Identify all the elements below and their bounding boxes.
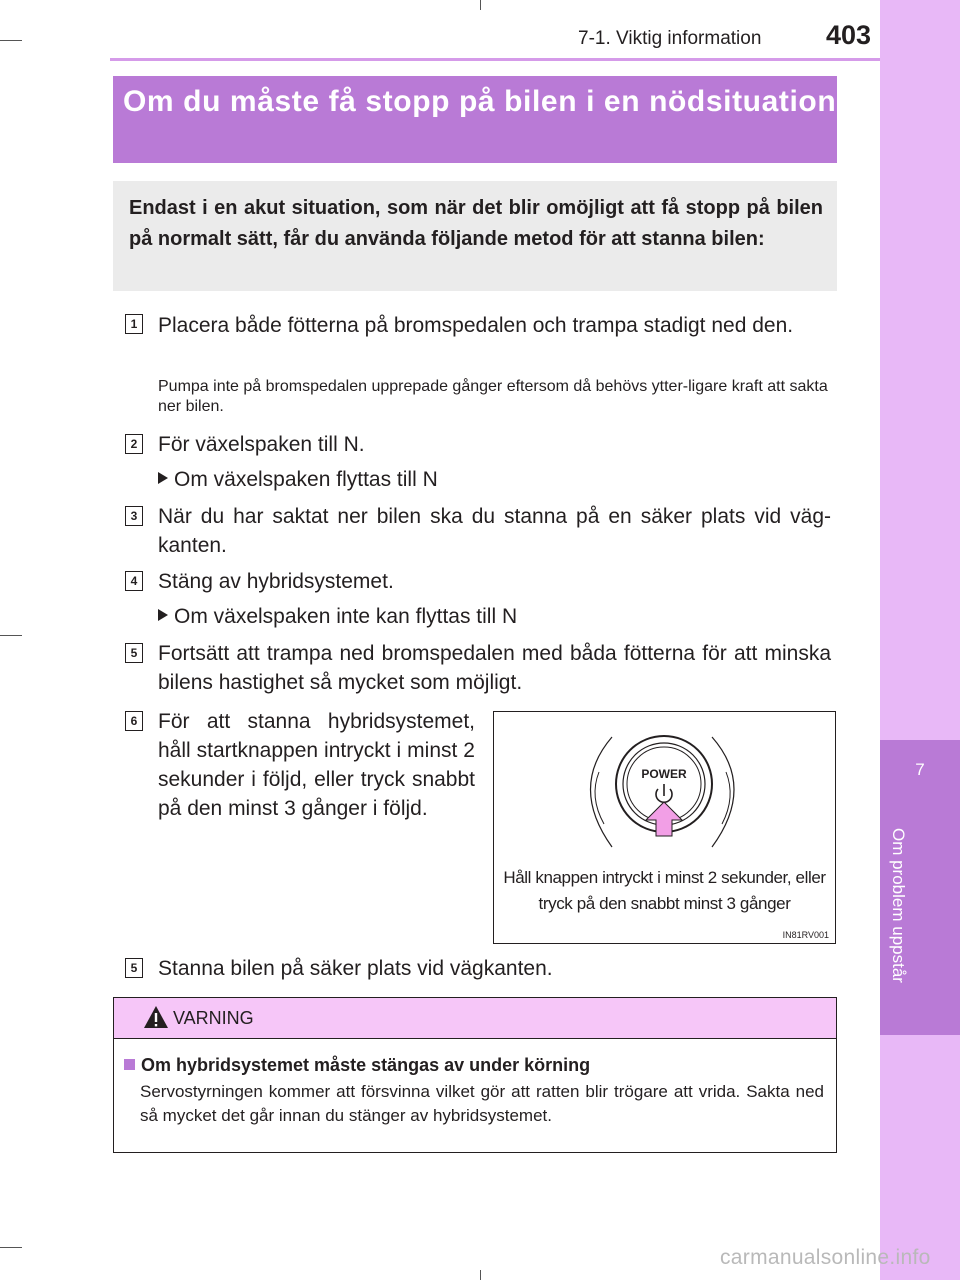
triangle-bullet-icon <box>158 609 168 621</box>
step-badge: 4 <box>125 571 143 591</box>
title-banner <box>113 76 837 163</box>
warning-title-text: Om hybridsystemet måste stängas av under körning <box>141 1055 591 1075</box>
power-button-figure <box>493 711 836 944</box>
step-badge: 6 <box>125 711 143 731</box>
triangle-bullet-icon <box>158 472 168 484</box>
warning-box <box>113 997 837 1153</box>
page-title: Om du måste få stopp på bilen i en nödsituation <box>123 85 837 118</box>
power-button-label: POWER <box>641 767 687 781</box>
figure-caption: Håll knappen intryckt i minst 2 sekunder, eller tryck på den snabbt minst 3 gånger <box>503 868 826 913</box>
crop-mark <box>480 0 481 10</box>
figure-code: IN81RV001 <box>782 930 829 940</box>
step-badge: 2 <box>125 434 143 454</box>
step-badge: 5 <box>125 643 143 663</box>
step-note: Pumpa inte på bromspedalen upprepade gånger eftersom då behövs ytter-ligare kraft att sakta ner bilen. <box>158 378 828 415</box>
step-text: För att stanna hybridsystemet, håll startknappen intryckt i minst 2 sekunder i följd, eller tryck snabbt på den minst 3 gånger i följd. <box>158 710 475 820</box>
condition-text: Om växelspaken inte kan flyttas till N <box>174 605 518 628</box>
warning-body: Servostyrningen kommer att försvinna vilket gör att ratten blir trögare att vrida. Sakta ned så mycket det går innan du stänger av hybridsystemet. <box>140 1082 824 1125</box>
step-text: Stanna bilen på säker plats vid vägkanten. <box>158 957 553 980</box>
power-button-icon <box>494 712 835 862</box>
warning-title <box>124 1055 590 1076</box>
step-badge: 3 <box>125 506 143 526</box>
warning-label: VARNING <box>173 1008 254 1028</box>
intro-box <box>113 181 837 291</box>
warning-triangle-icon <box>143 1005 169 1029</box>
step-badge: 5 <box>125 958 143 978</box>
step-text: Placera både fötterna på bromspedalen och trampa stadigt ned den. <box>158 314 794 337</box>
chapter-title: Om problem uppstår <box>889 828 908 983</box>
condition-bullet <box>158 465 438 494</box>
step-text: För växelspaken till N. <box>158 433 365 456</box>
intro-text: Endast i en akut situation, som när det blir omöjligt att få stopp på bilen på normalt sätt, får du använda följande metod för att stanna bilen: <box>129 197 823 250</box>
section-title: 7-1. Viktig information <box>578 28 762 49</box>
chapter-number: 7 <box>915 760 925 779</box>
header-rule <box>110 58 880 61</box>
crop-mark <box>480 1270 481 1280</box>
crop-mark <box>0 635 22 636</box>
step-badge: 1 <box>125 314 143 334</box>
condition-text: Om växelspaken flyttas till N <box>174 468 438 491</box>
step-text: Fortsätt att trampa ned bromspedalen med båda fötterna för att minska bilens hastighet så mycket som möjligt. <box>158 642 831 694</box>
chapter-side-tab <box>880 0 960 1280</box>
step-text: När du har saktat ner bilen ska du stanna på en säker plats vid väg-kanten. <box>158 505 831 557</box>
step-text: Stäng av hybridsystemet. <box>158 570 394 593</box>
warning-header <box>114 998 836 1039</box>
crop-mark <box>0 1247 22 1248</box>
watermark: carmanualsonline.info <box>720 1246 931 1269</box>
page-number: 403 <box>826 20 872 50</box>
square-bullet-icon <box>124 1059 135 1070</box>
condition-bullet <box>158 602 517 631</box>
crop-mark <box>0 40 22 41</box>
